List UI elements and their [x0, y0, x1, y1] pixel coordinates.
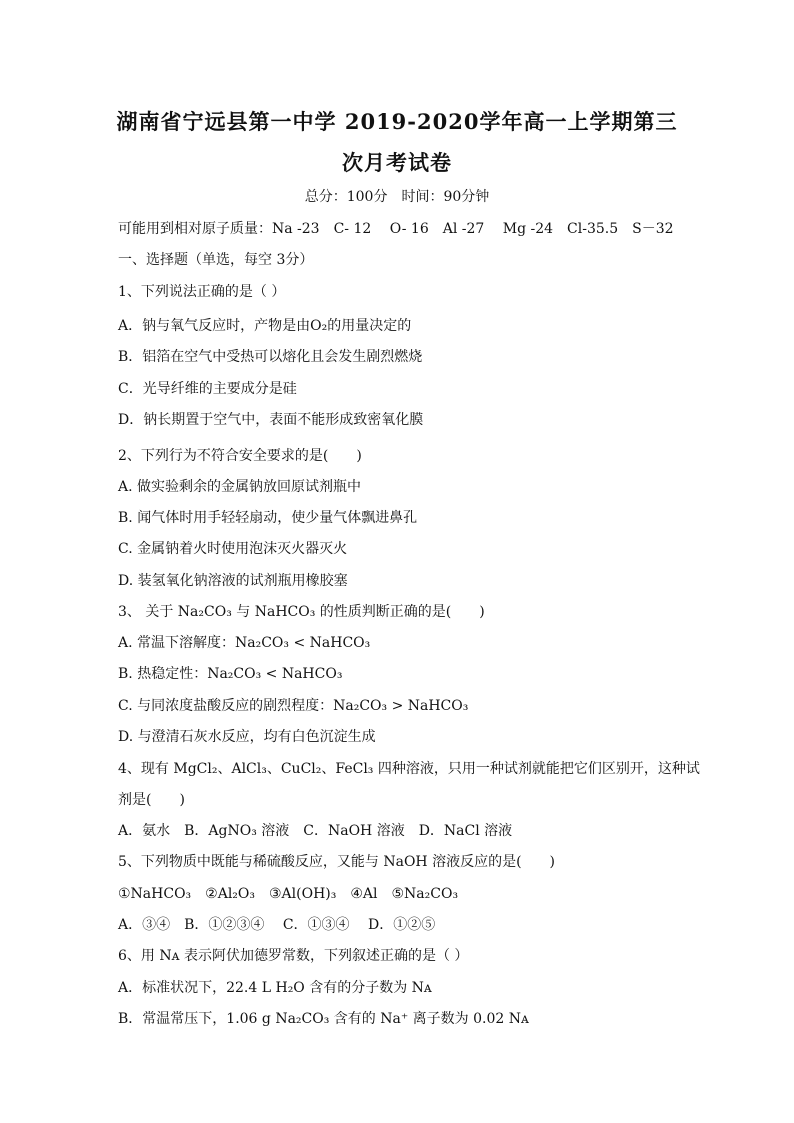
question-2-option-d: D. 装氢氧化钠溶液的试剂瓶用橡胶塞: [118, 573, 348, 589]
score-time-info: 总分：100分 时间：90分钟: [304, 189, 490, 205]
title-line-1: 湖南省宁远县第一中学 2019-2020学年高一上学期第三: [116, 109, 678, 134]
question-6-option-b: B．常温常压下，1.06 g Na₂CO₃ 含有的 Na⁺ 离子数为 0.02 Nᴀ: [118, 1011, 529, 1027]
question-3-option-c: C. 与同浓度盐酸反应的剧烈程度：Na₂CO₃ > NaHCO₃: [118, 698, 469, 714]
question-3-option-a: A. 常温下溶解度：Na₂CO₃ < NaHCO₃: [118, 635, 371, 651]
question-2-option-a: A. 做实验剩余的金属钠放回原试剂瓶中: [118, 479, 362, 495]
question-5-stem: 5、下列物质中既能与稀硫酸反应，又能与 NaOH 溶液反应的是( ): [118, 854, 556, 870]
question-2-option-c: C. 金属钠着火时使用泡沫灭火器灭火: [118, 541, 348, 557]
question-5-items: ①NaHCO₃ ②Al₂O₃ ③Al(OH)₃ ④Al ⑤Na₂CO₃: [118, 886, 459, 902]
question-3-option-d: D. 与澄清石灰水反应，均有白色沉淀生成: [118, 729, 376, 745]
question-4-options: A．氨水 B．AgNO₃ 溶液 C．NaOH 溶液 D．NaCl 溶液: [118, 823, 513, 839]
atomic-masses: 可能用到相对原子质量：Na -23 C- 12 O- 16 Al -27 Mg -24 Cl-35.5 S－32: [118, 221, 674, 237]
question-3-stem: 3、 关于 Na₂CO₃ 与 NaHCO₃ 的性质判断正确的是( ): [118, 604, 485, 620]
question-1-option-a: A．钠与氧气反应时，产物是由O₂的用量决定的: [118, 318, 412, 334]
question-2-stem: 2、下列行为不符合安全要求的是( ): [118, 448, 362, 464]
question-1-option-d: D．钠长期置于空气中，表面不能形成致密氧化膜: [118, 412, 424, 428]
question-5-options: A．③④ B．①②③④ C．①③④ D．①②⑤: [118, 917, 436, 933]
question-2-option-b: B. 闻气体时用手轻轻扇动，使少量气体飘进鼻孔: [118, 510, 418, 526]
question-1-option-c: C．光导纤维的主要成分是硅: [118, 381, 297, 397]
question-1-stem: 1、下列说法正确的是（ ）: [118, 284, 286, 300]
title-line-2: 次月考试卷: [342, 150, 452, 175]
question-4-stem-line-2: 剂是( ): [118, 792, 185, 808]
question-6-option-a: A．标准状况下，22.4 L H₂O 含有的分子数为 Nᴀ: [118, 980, 432, 996]
question-3-option-b: B. 热稳定性：Na₂CO₃ < NaHCO₃: [118, 666, 343, 682]
question-1-option-b: B．铝箔在空气中受热可以熔化且会发生剧烈燃烧: [118, 349, 423, 365]
question-6-stem: 6、用 Nᴀ 表示阿伏加德罗常数，下列叙述正确的是（ ）: [118, 948, 469, 964]
question-4-stem-line-1: 4、现有 MgCl₂、AlCl₃、CuCl₂、FeCl₃ 四种溶液，只用一种试剂就能把它们区别开，这种试: [118, 761, 700, 777]
section-heading: 一、选择题（单选，每空 3分）: [118, 252, 314, 268]
